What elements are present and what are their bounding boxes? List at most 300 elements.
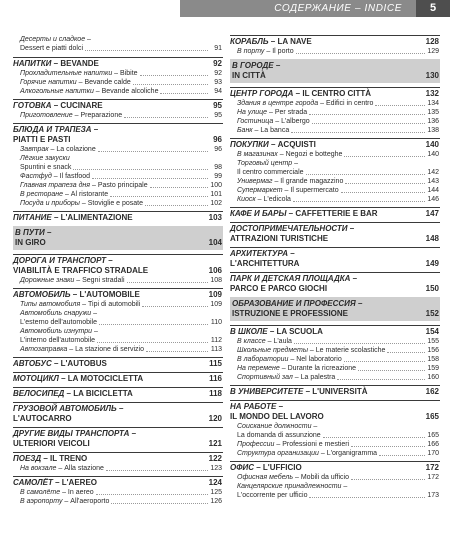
toc-entry (13, 318, 223, 327)
entry-page: 144 (427, 187, 439, 194)
toc-section (13, 213, 223, 223)
heading-ru: КАФЕ И БАРЫ (230, 209, 287, 218)
toc-section (230, 37, 440, 56)
entry-page: 112 (210, 337, 222, 344)
entry-text: Спортивный зал – La palestra (237, 374, 336, 381)
header-title: СОДЕРЖАНИЕ – INDICE (274, 3, 402, 14)
toc-section (13, 389, 223, 399)
entry-it: L'organigramma (326, 450, 378, 457)
entry-it: La colazione (56, 146, 96, 153)
section-heading (13, 101, 223, 111)
section-heading (13, 439, 223, 449)
section-heading-text: ГОТОВКА – CUCINARE (13, 101, 103, 110)
entry-it: Negozi e botteghe (285, 151, 343, 158)
toc-section (230, 249, 440, 269)
heading-it: ISTRUZIONE E PROFESSIONE (232, 309, 349, 318)
section-heading (232, 309, 440, 319)
leader-dots (146, 350, 208, 352)
section-heading (230, 387, 440, 397)
entry-page: 95 (214, 112, 222, 119)
section-heading (230, 140, 440, 150)
toc-section (13, 454, 223, 473)
section-rule (13, 288, 223, 289)
leader-dots (309, 496, 425, 498)
toc-section (230, 402, 440, 458)
entry-ru: Офисная мебель (237, 474, 294, 481)
section-heading (13, 374, 223, 384)
entry-ru: Дорожные знаки (20, 277, 75, 284)
toc-entry (230, 422, 440, 431)
toc-entry (13, 497, 223, 506)
entry-text: Супермаркет – Il supermercato (237, 187, 339, 194)
entry-text: Прохладительные напитки – Bibite (20, 70, 138, 77)
section-page: 121 (208, 439, 222, 448)
toc-entry (230, 346, 440, 355)
entry-it: Il supermercato (290, 187, 339, 194)
entry-page: 100 (210, 182, 222, 189)
leader-dots (124, 116, 208, 118)
entry-text (20, 44, 83, 53)
section-heading (13, 359, 223, 369)
heading-ru: ЦЕНТР ГОРОДА (230, 89, 294, 98)
entry-ru: Автомобиль изнутри – (20, 328, 98, 335)
entry-text: В лаборатории – Nel laboratorio (237, 356, 342, 363)
entry-it: Tipi di automobili (88, 301, 141, 308)
toc-entry (230, 117, 440, 126)
entry-text: На улице – Per strada (237, 109, 308, 116)
toc-section (13, 101, 223, 120)
section-page: 154 (425, 327, 439, 336)
entry-text: Гостиница – L'albergo (237, 118, 310, 125)
leader-dots (341, 191, 425, 193)
section-heading (230, 402, 440, 412)
entry-page: 165 (427, 432, 439, 439)
entry-text (237, 159, 298, 168)
chapter-band (13, 226, 223, 250)
toc-entry (13, 87, 223, 96)
toc-entry (230, 449, 440, 458)
heading-it: VIABILITÀ E TRAFFICO STRADALE (13, 266, 149, 275)
section-heading (13, 404, 223, 414)
entry-it: Al ristorante (70, 191, 109, 198)
heading-ru: В ГОРОДЕ (232, 61, 274, 70)
toc-entry (230, 159, 440, 168)
entry-ru: На перемене (237, 365, 280, 372)
heading-ru: КОРАБЛЬ (230, 37, 269, 46)
toc-entry (13, 111, 223, 120)
heading-ru: ГОТОВКА (13, 101, 52, 110)
leader-dots (296, 52, 425, 54)
toc-entry (13, 163, 223, 172)
toc-section (230, 463, 440, 500)
entry-it: Dessert e piatti dolci (20, 45, 84, 52)
entry-text (20, 327, 98, 336)
section-heading-text (232, 71, 421, 81)
entry-ru: Профессии (237, 441, 275, 448)
entry-ru: Торговый центр – (237, 160, 298, 167)
entry-text: Офисная мебель – Mobili da ufficio (237, 474, 349, 481)
toc-entry (230, 186, 440, 195)
section-heading-text: ЦЕНТР ГОРОДА – IL CENTRO CITTÀ (230, 89, 372, 98)
section-page: 132 (425, 89, 439, 98)
section-rule (13, 211, 223, 212)
leader-dots (375, 104, 425, 106)
leader-dots (345, 182, 425, 184)
toc-entry (230, 431, 440, 440)
entry-text (20, 163, 71, 172)
entry-text (20, 336, 95, 345)
entry-ru: Универмаг (237, 178, 273, 185)
section-heading (230, 412, 440, 422)
entry-ru: Типы автомобиля (20, 301, 81, 308)
section-rule (13, 387, 223, 388)
entry-ru: Спортивный зал (237, 374, 293, 381)
leader-dots (293, 200, 425, 202)
entry-page: 93 (214, 79, 222, 86)
section-heading-text (230, 234, 421, 244)
chapter-band (230, 297, 440, 321)
section-rule (13, 476, 223, 477)
section-heading (232, 61, 440, 71)
entry-page: 109 (210, 301, 222, 308)
section-rule (13, 427, 223, 428)
entry-page: 160 (427, 374, 439, 381)
entry-text (237, 431, 321, 440)
entry-it: L'interno dell'automobile (20, 337, 96, 344)
section-heading-text: САМОЛЁТ – L'AEREO (13, 478, 98, 487)
entry-page: 94 (214, 88, 222, 95)
toc-entry (230, 473, 440, 482)
heading-ru: В УНИВЕРСИТЕТЕ (230, 387, 304, 396)
entry-text (237, 168, 304, 177)
leader-dots (150, 186, 208, 188)
entry-it: Il centro commerciale (237, 169, 304, 176)
entry-text: Завтрак – La colazione (20, 146, 96, 153)
heading-ru: БЛЮДА И ТРАПЕЗА (13, 125, 92, 134)
heading-ru: ПИТАНИЕ (13, 213, 52, 222)
entry-page: 158 (427, 356, 439, 363)
leader-dots (133, 83, 208, 85)
entry-page: 135 (427, 109, 439, 116)
section-page: 109 (208, 290, 222, 299)
entry-text (237, 482, 347, 491)
entry-ru: На вокзале (20, 465, 57, 472)
entry-text: Киоск – L'edicola (237, 196, 291, 203)
entry-page: 146 (427, 196, 439, 203)
section-heading-text (230, 284, 421, 294)
section-heading-text (230, 412, 421, 422)
entry-it: Le materie scolastiche (315, 347, 386, 354)
leader-dots (387, 351, 425, 353)
toc-entry (230, 440, 440, 449)
section-page: 130 (425, 71, 439, 80)
entry-ru: В самолёте (20, 489, 61, 496)
section-rule (230, 35, 440, 36)
heading-it: IL MONDO DEL LAVORO (230, 412, 324, 421)
heading-it: L'ALIMENTAZIONE (60, 213, 133, 222)
leader-dots (294, 342, 425, 344)
leader-dots (85, 49, 208, 51)
section-heading (230, 284, 440, 294)
entry-it: La domanda di assunzione (237, 432, 321, 439)
toc-entry (230, 168, 440, 177)
leader-dots (110, 195, 208, 197)
toc-entry (13, 172, 223, 181)
entry-page: 113 (210, 346, 222, 353)
section-rule (230, 400, 440, 401)
section-heading (13, 266, 223, 276)
heading-ru: В ШКОЛЕ (230, 327, 268, 336)
heading-it: IN GIRO (15, 238, 46, 247)
heading-ru: ДОРОГА И ТРАНСПОРТ (13, 256, 106, 265)
section-heading-text (13, 414, 204, 424)
entry-page: 92 (214, 70, 222, 77)
section-page: 128 (425, 37, 439, 46)
heading-ru: АВТОБУС (13, 359, 52, 368)
section-page: 172 (425, 463, 439, 472)
section-heading (13, 454, 223, 464)
entry-text: Банк – La banca (237, 127, 290, 134)
section-heading (13, 429, 223, 439)
toc-section (13, 125, 223, 208)
entry-ru: Гостиница (237, 118, 274, 125)
entry-page: 166 (427, 441, 439, 448)
section-heading-text (230, 259, 421, 269)
section-page: 104 (208, 238, 222, 247)
toc-entry (13, 190, 223, 199)
leader-dots (358, 369, 425, 371)
leader-dots (92, 177, 208, 179)
heading-it: LA MOTOCICLETTA (67, 374, 144, 383)
entry-page: 140 (427, 151, 439, 158)
leader-dots (97, 341, 208, 343)
heading-ru: ВЕЛОСИПЕД (13, 389, 65, 398)
section-page: 96 (213, 135, 222, 144)
toc-entry (230, 150, 440, 159)
heading-ru: ОБРАЗОВАНИЕ И ПРОФЕССИЯ (232, 299, 356, 308)
section-heading-text: АРХИТЕКТУРА – (230, 249, 295, 258)
section-rule (13, 452, 223, 453)
entry-it: Il fastfood (59, 173, 91, 180)
entry-ru: Школьные предметы (237, 347, 308, 354)
section-rule (230, 247, 440, 248)
heading-ru: ДОСТОПРИМЕЧАТЕЛЬНОСТИ (230, 224, 348, 233)
section-heading-text: ВЕЛОСИПЕД – LA BICICLETTA (13, 389, 133, 398)
entry-page: 99 (214, 173, 222, 180)
section-rule (13, 372, 223, 373)
leader-dots (142, 305, 208, 307)
entry-text: Алкогольные напитки – Bevande alcoliche (20, 88, 159, 95)
heading-ru: ОФИС (230, 463, 254, 472)
entry-ru: Автозаправка (20, 346, 68, 353)
entry-page: 96 (214, 146, 222, 153)
entry-it: Il porto (272, 48, 294, 55)
section-rule (13, 357, 223, 358)
toc-entry (13, 488, 223, 497)
entry-text: На вокзале – Alla stazione (20, 465, 104, 472)
section-heading-text: В ПУТИ – (15, 228, 52, 237)
toc-section (230, 209, 440, 219)
leader-dots (140, 74, 208, 76)
entry-ru: В ресторане (20, 191, 63, 198)
toc-section (13, 59, 223, 96)
section-heading-text: ОФИС – L'UFFICIO (230, 463, 302, 472)
entry-page: 102 (210, 200, 222, 207)
entry-it: L'edicola (263, 196, 291, 203)
entry-it: Spuntini e snack (20, 164, 72, 171)
leader-dots (111, 502, 208, 504)
leader-dots (309, 113, 425, 115)
heading-ru: НАПИТКИ (13, 59, 52, 68)
heading-it: BEVANDE (60, 59, 99, 68)
section-page: 116 (209, 374, 222, 383)
toc-entry (13, 35, 223, 44)
entry-it: L'aula (273, 338, 292, 345)
section-heading (230, 327, 440, 337)
toc-right-column (230, 35, 440, 503)
entry-page: 125 (210, 489, 222, 496)
toc-entry (13, 78, 223, 87)
toc-entry (13, 69, 223, 78)
section-page: 103 (208, 213, 222, 222)
entry-it: Mobili da ufficio (300, 474, 349, 481)
heading-it: PIATTI E PASTI (13, 135, 71, 144)
section-heading (230, 249, 440, 259)
toc-entry (13, 327, 223, 336)
section-heading-text: ГРУЗОВОЙ АВТОМОБИЛЬ – (13, 404, 124, 413)
leader-dots (323, 436, 425, 438)
entry-text: В классе – L'aula (237, 338, 292, 345)
entry-text: На перемене – Durante la ricreazione (237, 365, 357, 372)
toc-section (230, 387, 440, 397)
heading-ru: В ПУТИ (15, 228, 45, 237)
section-page: 165 (425, 412, 439, 421)
leader-dots (291, 131, 425, 133)
leader-dots (351, 445, 425, 447)
entry-page: 155 (427, 338, 439, 345)
toc-entry (13, 181, 223, 190)
section-heading-text: НА РАБОТЕ – (230, 402, 284, 411)
entry-text: В порту – Il porto (237, 48, 294, 55)
section-heading-text: В УНИВЕРСИТЕТЕ – L'UNIVERSITÀ (230, 387, 368, 396)
leader-dots (379, 454, 425, 456)
entry-text (237, 422, 317, 431)
heading-ru: ПОКУПКИ (230, 140, 269, 149)
heading-ru: АРХИТЕКТУРА (230, 249, 289, 258)
entry-it: Stoviglie e posate (87, 200, 144, 207)
section-heading (230, 209, 440, 219)
entry-text: Структура организации – L'organigramma (237, 450, 378, 457)
entry-text: Автозаправка – La stazione di servizio (20, 346, 144, 353)
heading-ru: НА РАБОТЕ (230, 402, 277, 411)
leader-dots (344, 155, 425, 157)
section-heading (13, 125, 223, 135)
heading-ru: ПОЕЗД (13, 454, 42, 463)
toc-section (13, 429, 223, 449)
entry-text: Посуда и приборы – Stoviglie e posate (20, 200, 144, 207)
section-rule (13, 402, 223, 403)
toc-entry (13, 145, 223, 154)
heading-it: CAFFETTERIE E BAR (295, 209, 378, 218)
entry-text: Школьные предметы – Le materie scolastiche (237, 347, 386, 354)
entry-text: В самолёте – In aereo (20, 489, 94, 496)
heading-it: IN CITTÀ (232, 71, 266, 80)
section-heading-text: В ГОРОДЕ – (232, 61, 281, 70)
section-rule (230, 222, 440, 223)
section-heading (230, 234, 440, 244)
heading-it: PARCO E PARCO GIOCHI (230, 284, 328, 293)
entry-page: 142 (427, 169, 439, 176)
section-page: 95 (213, 101, 222, 110)
entry-page: 172 (427, 474, 439, 481)
entry-ru: Приготовление (20, 112, 73, 119)
entry-ru: В лаборатории (237, 356, 289, 363)
entry-text: В аэропорту – All'aeroporto (20, 498, 110, 505)
leader-dots (98, 150, 208, 152)
entry-page: 101 (210, 191, 222, 198)
entry-it: Bevande alcoliche (101, 88, 159, 95)
heading-ru: АВТОМОБИЛЬ (13, 290, 71, 299)
entry-text (20, 35, 91, 44)
toc-entry (230, 177, 440, 186)
entry-it: Il grande magazzino (280, 178, 344, 185)
entry-ru: На улице (237, 109, 268, 116)
section-rule (230, 325, 440, 326)
entry-text: Дорожные знаки – Segni stradali (20, 277, 125, 284)
entry-it: Bibite (120, 70, 138, 77)
toc-entry (230, 364, 440, 373)
section-heading-text: ДОРОГА И ТРАНСПОРТ – (13, 256, 113, 265)
section-rule (13, 57, 223, 58)
section-heading-text: БЛЮДА И ТРАПЕЗА – (13, 125, 99, 134)
toc-entry (230, 373, 440, 382)
entry-ru: Фастфуд (20, 173, 52, 180)
entry-it: Preparazione (80, 112, 123, 119)
toc-entry (230, 491, 440, 500)
heading-it: L'AUTOMOBILE (79, 290, 140, 299)
toc-entry (13, 300, 223, 309)
entry-text: Профессии – Professioni e mestieri (237, 441, 350, 448)
leader-dots (160, 92, 208, 94)
heading-ru: ГРУЗОВОЙ АВТОМОБИЛЬ (13, 404, 117, 413)
entry-page: 123 (210, 465, 222, 472)
toc-section (13, 478, 223, 506)
entry-page: 108 (210, 277, 222, 284)
entry-it: La banca (260, 127, 290, 134)
section-heading-text: В ШКОЛЕ – LA SCUOLA (230, 327, 323, 336)
entry-text (20, 318, 97, 327)
toc-entry (13, 309, 223, 318)
section-page: 152 (425, 309, 439, 318)
entry-ru: В классе (237, 338, 266, 345)
section-heading-text (13, 439, 204, 449)
leader-dots (96, 493, 208, 495)
section-heading (13, 478, 223, 488)
section-heading (230, 274, 440, 284)
section-heading-text: ДОСТОПРИМЕЧАТЕЛЬНОСТИ – (230, 224, 355, 233)
heading-ru: САМОЛЁТ (13, 478, 53, 487)
entry-text: Горячие напитки – Bevande calde (20, 79, 131, 86)
section-heading-text: ПИТАНИЕ – L'ALIMENTAZIONE (13, 213, 133, 222)
entry-text (20, 154, 70, 163)
toc-section (230, 140, 440, 204)
entry-page: 126 (210, 498, 222, 505)
toc-section (230, 89, 440, 135)
heading-it: IL TRENO (50, 454, 88, 463)
entry-it: L'occorrente per ufficio (237, 492, 308, 499)
section-heading (13, 256, 223, 266)
toc-entry (13, 154, 223, 163)
